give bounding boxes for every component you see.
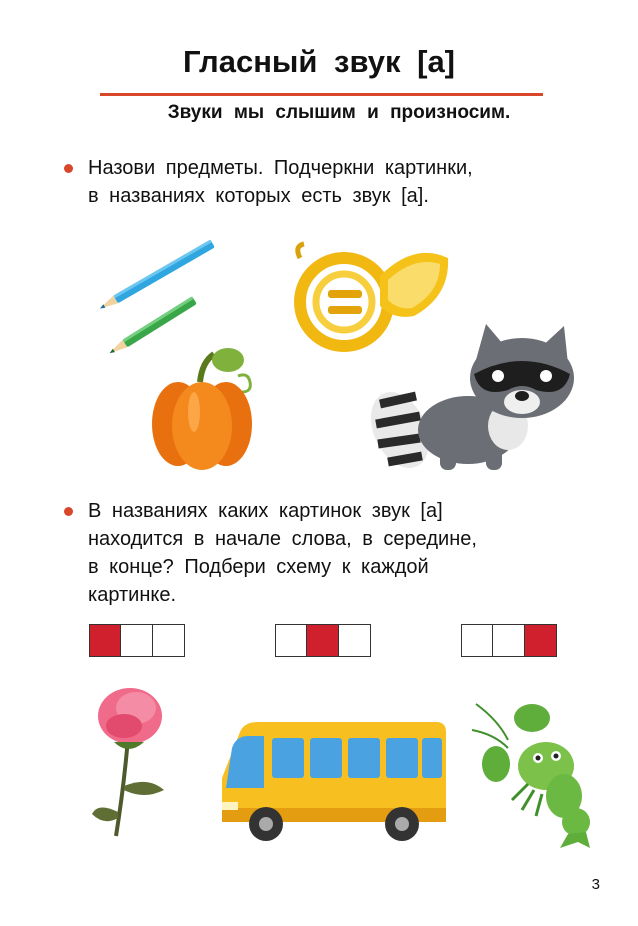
schema-cell — [152, 624, 185, 657]
task-1-line: в названиях которых есть звук [а]. — [88, 185, 429, 207]
schema-cell-filled — [524, 624, 557, 657]
page-title: Гласный звук [а] — [182, 44, 456, 79]
bullet-icon — [64, 164, 73, 173]
schema-cell-filled — [89, 624, 122, 657]
task-2-line: находится в начале слова, в середине, — [88, 528, 477, 550]
task-2-line: В названиях каких картинок звук [а] — [88, 500, 443, 522]
crayfish-picture[interactable] — [468, 700, 608, 850]
task-2 — [64, 497, 477, 609]
schema-cell — [338, 624, 371, 657]
sound-schema-end[interactable] — [462, 624, 557, 657]
bullet-icon — [64, 507, 73, 516]
rose-picture[interactable] — [84, 686, 184, 846]
task-2-line: картинке. — [88, 584, 177, 606]
task-2-line: в конце? Подбери схему к каждой — [88, 556, 429, 578]
schema-cell-filled — [306, 624, 339, 657]
page-subtitle: Звуки мы слышим и произносим. — [167, 102, 511, 123]
task-1-line: Назови предметы. Подчеркни картинки, — [88, 157, 473, 179]
pumpkin-picture[interactable] — [142, 342, 262, 472]
sound-schema-start[interactable] — [90, 624, 185, 657]
page-number: 3 — [591, 876, 600, 893]
title-underline — [100, 93, 543, 96]
bus-picture[interactable] — [218, 718, 450, 848]
raccoon-picture[interactable] — [368, 320, 578, 480]
schema-cell — [120, 624, 153, 657]
schema-cell — [461, 624, 494, 657]
task-1 — [64, 154, 473, 210]
sound-schema-middle[interactable] — [276, 624, 371, 657]
schema-cell — [275, 624, 308, 657]
schema-cell — [492, 624, 525, 657]
